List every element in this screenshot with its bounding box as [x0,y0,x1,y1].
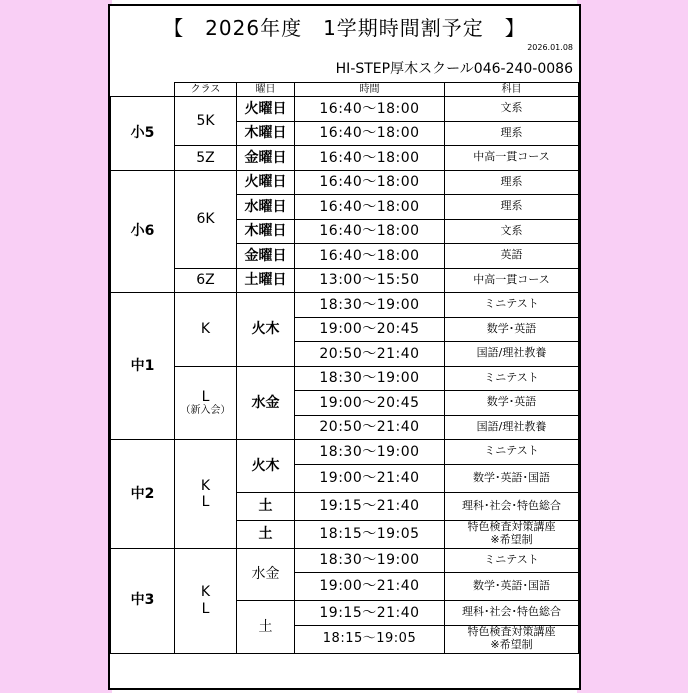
table-row [111,268,579,293]
class-label: L [201,600,210,617]
class-cell: K [175,293,237,367]
grade-cell: 小5 [111,97,175,171]
subject-cell [445,520,579,548]
time-cell: 16:40～18:00 [295,244,445,269]
class-label: K [200,584,211,601]
subject-cell: 理系 [445,195,579,220]
time-cell: 20:50～21:40 [295,415,445,440]
subject-note: ※希望制 [490,533,533,546]
subject-cell: 数学･英語･国語 [445,464,579,492]
timetable-sheet [108,4,581,690]
header-day: 曜日 [237,83,295,97]
header-blank [111,83,175,97]
class-label: K [200,477,211,494]
time-cell: 16:40～18:00 [295,170,445,195]
subject-cell: ミニテスト [445,548,579,573]
day-cell: 火曜日 [237,170,295,195]
day-cell: 水曜日 [237,195,295,220]
header-time: 時間 [295,83,445,97]
timetable [110,82,579,654]
time-cell: 19:15～21:40 [295,601,445,626]
table-row [111,97,579,122]
subject-cell: 国語/理社教養 [445,415,579,440]
background-right [577,0,688,693]
subject-cell: 文系 [445,219,579,244]
table-row [111,293,579,318]
subject-cell: 理科･社会･特色総合 [445,601,579,626]
header-class: クラス [175,83,237,97]
class-label: L [201,388,210,405]
time-cell: 13:00～15:50 [295,268,445,293]
day-cell: 土 [237,601,295,654]
day-cell: 金曜日 [237,146,295,171]
time-cell: 19:00～20:45 [295,391,445,416]
subject-note: ※希望制 [490,638,533,651]
day-cell: 土 [237,520,295,548]
subject-cell: 中高一貫コース [445,146,579,171]
day-cell: 水金 [237,366,295,440]
grade-cell: 中1 [111,293,175,440]
day-cell: 土曜日 [237,268,295,293]
day-cell: 木曜日 [237,219,295,244]
subject-cell: ミニテスト [445,293,579,318]
day-cell: 金曜日 [237,244,295,269]
class-cell [175,548,237,653]
header-subject: 科目 [445,83,579,97]
time-cell: 19:15～21:40 [295,492,445,520]
time-cell: 18:30～19:00 [295,548,445,573]
grade-cell: 中2 [111,440,175,549]
table-row [111,170,579,195]
class-cell [175,440,237,549]
grade-cell: 中3 [111,548,175,653]
page-title: 【 2026年度 1学期時間割予定 】 [163,16,526,40]
subject-cell [445,625,579,653]
subject-cell: 理系 [445,121,579,146]
time-cell: 18:30～19:00 [295,293,445,318]
background-left [0,0,112,693]
time-cell: 16:40～18:00 [295,195,445,220]
subject-cell: 理系 [445,170,579,195]
class-cell: 6K [175,170,237,268]
subject-cell: 英語 [445,244,579,269]
time-cell: 18:15～19:05 [295,520,445,548]
time-cell: 19:00～20:45 [295,317,445,342]
table-row [111,440,579,465]
subject-cell: ミニテスト [445,366,579,391]
grade-cell: 小6 [111,170,175,293]
class-cell: 5K [175,97,237,146]
time-cell: 20:50～21:40 [295,342,445,367]
subject-cell: 数学･英語 [445,317,579,342]
time-cell: 18:30～19:00 [295,440,445,465]
day-cell: 水金 [237,548,295,601]
day-cell: 土 [237,492,295,520]
time-cell: 18:15～19:05 [295,625,445,653]
subject-line: 特色検査対策講座 [467,520,556,534]
time-cell: 16:40～18:00 [295,219,445,244]
day-cell: 火木 [237,293,295,367]
school-contact: HI-STEP厚木スクール046-240-0086 [335,61,573,77]
class-cell [175,366,237,440]
subject-cell: 国語/理社教養 [445,342,579,367]
subject-cell: ミニテスト [445,440,579,465]
time-cell: 16:40～18:00 [295,97,445,122]
table-row [111,366,579,391]
time-cell: 16:40～18:00 [295,121,445,146]
subject-line: 特色検査対策講座 [467,625,556,639]
class-cell: 5Z [175,146,237,171]
table-row [111,548,579,573]
class-note: （新入会） [180,405,231,417]
table-row [111,146,579,171]
time-cell: 19:00～21:40 [295,464,445,492]
subject-cell: 数学･英語･国語 [445,573,579,601]
day-cell: 火曜日 [237,97,295,122]
subject-cell: 数学･英語 [445,391,579,416]
class-label: L [201,493,210,510]
subject-cell: 文系 [445,97,579,122]
subject-cell: 理科･社会･特色総合 [445,492,579,520]
time-cell: 19:00～21:40 [295,573,445,601]
class-cell: 6Z [175,268,237,293]
day-cell: 火木 [237,440,295,493]
issue-date: 2026.01.08 [527,43,573,52]
time-cell: 16:40～18:00 [295,146,445,171]
subject-cell: 中高一貫コース [445,268,579,293]
time-cell: 18:30～19:00 [295,366,445,391]
day-cell: 木曜日 [237,121,295,146]
